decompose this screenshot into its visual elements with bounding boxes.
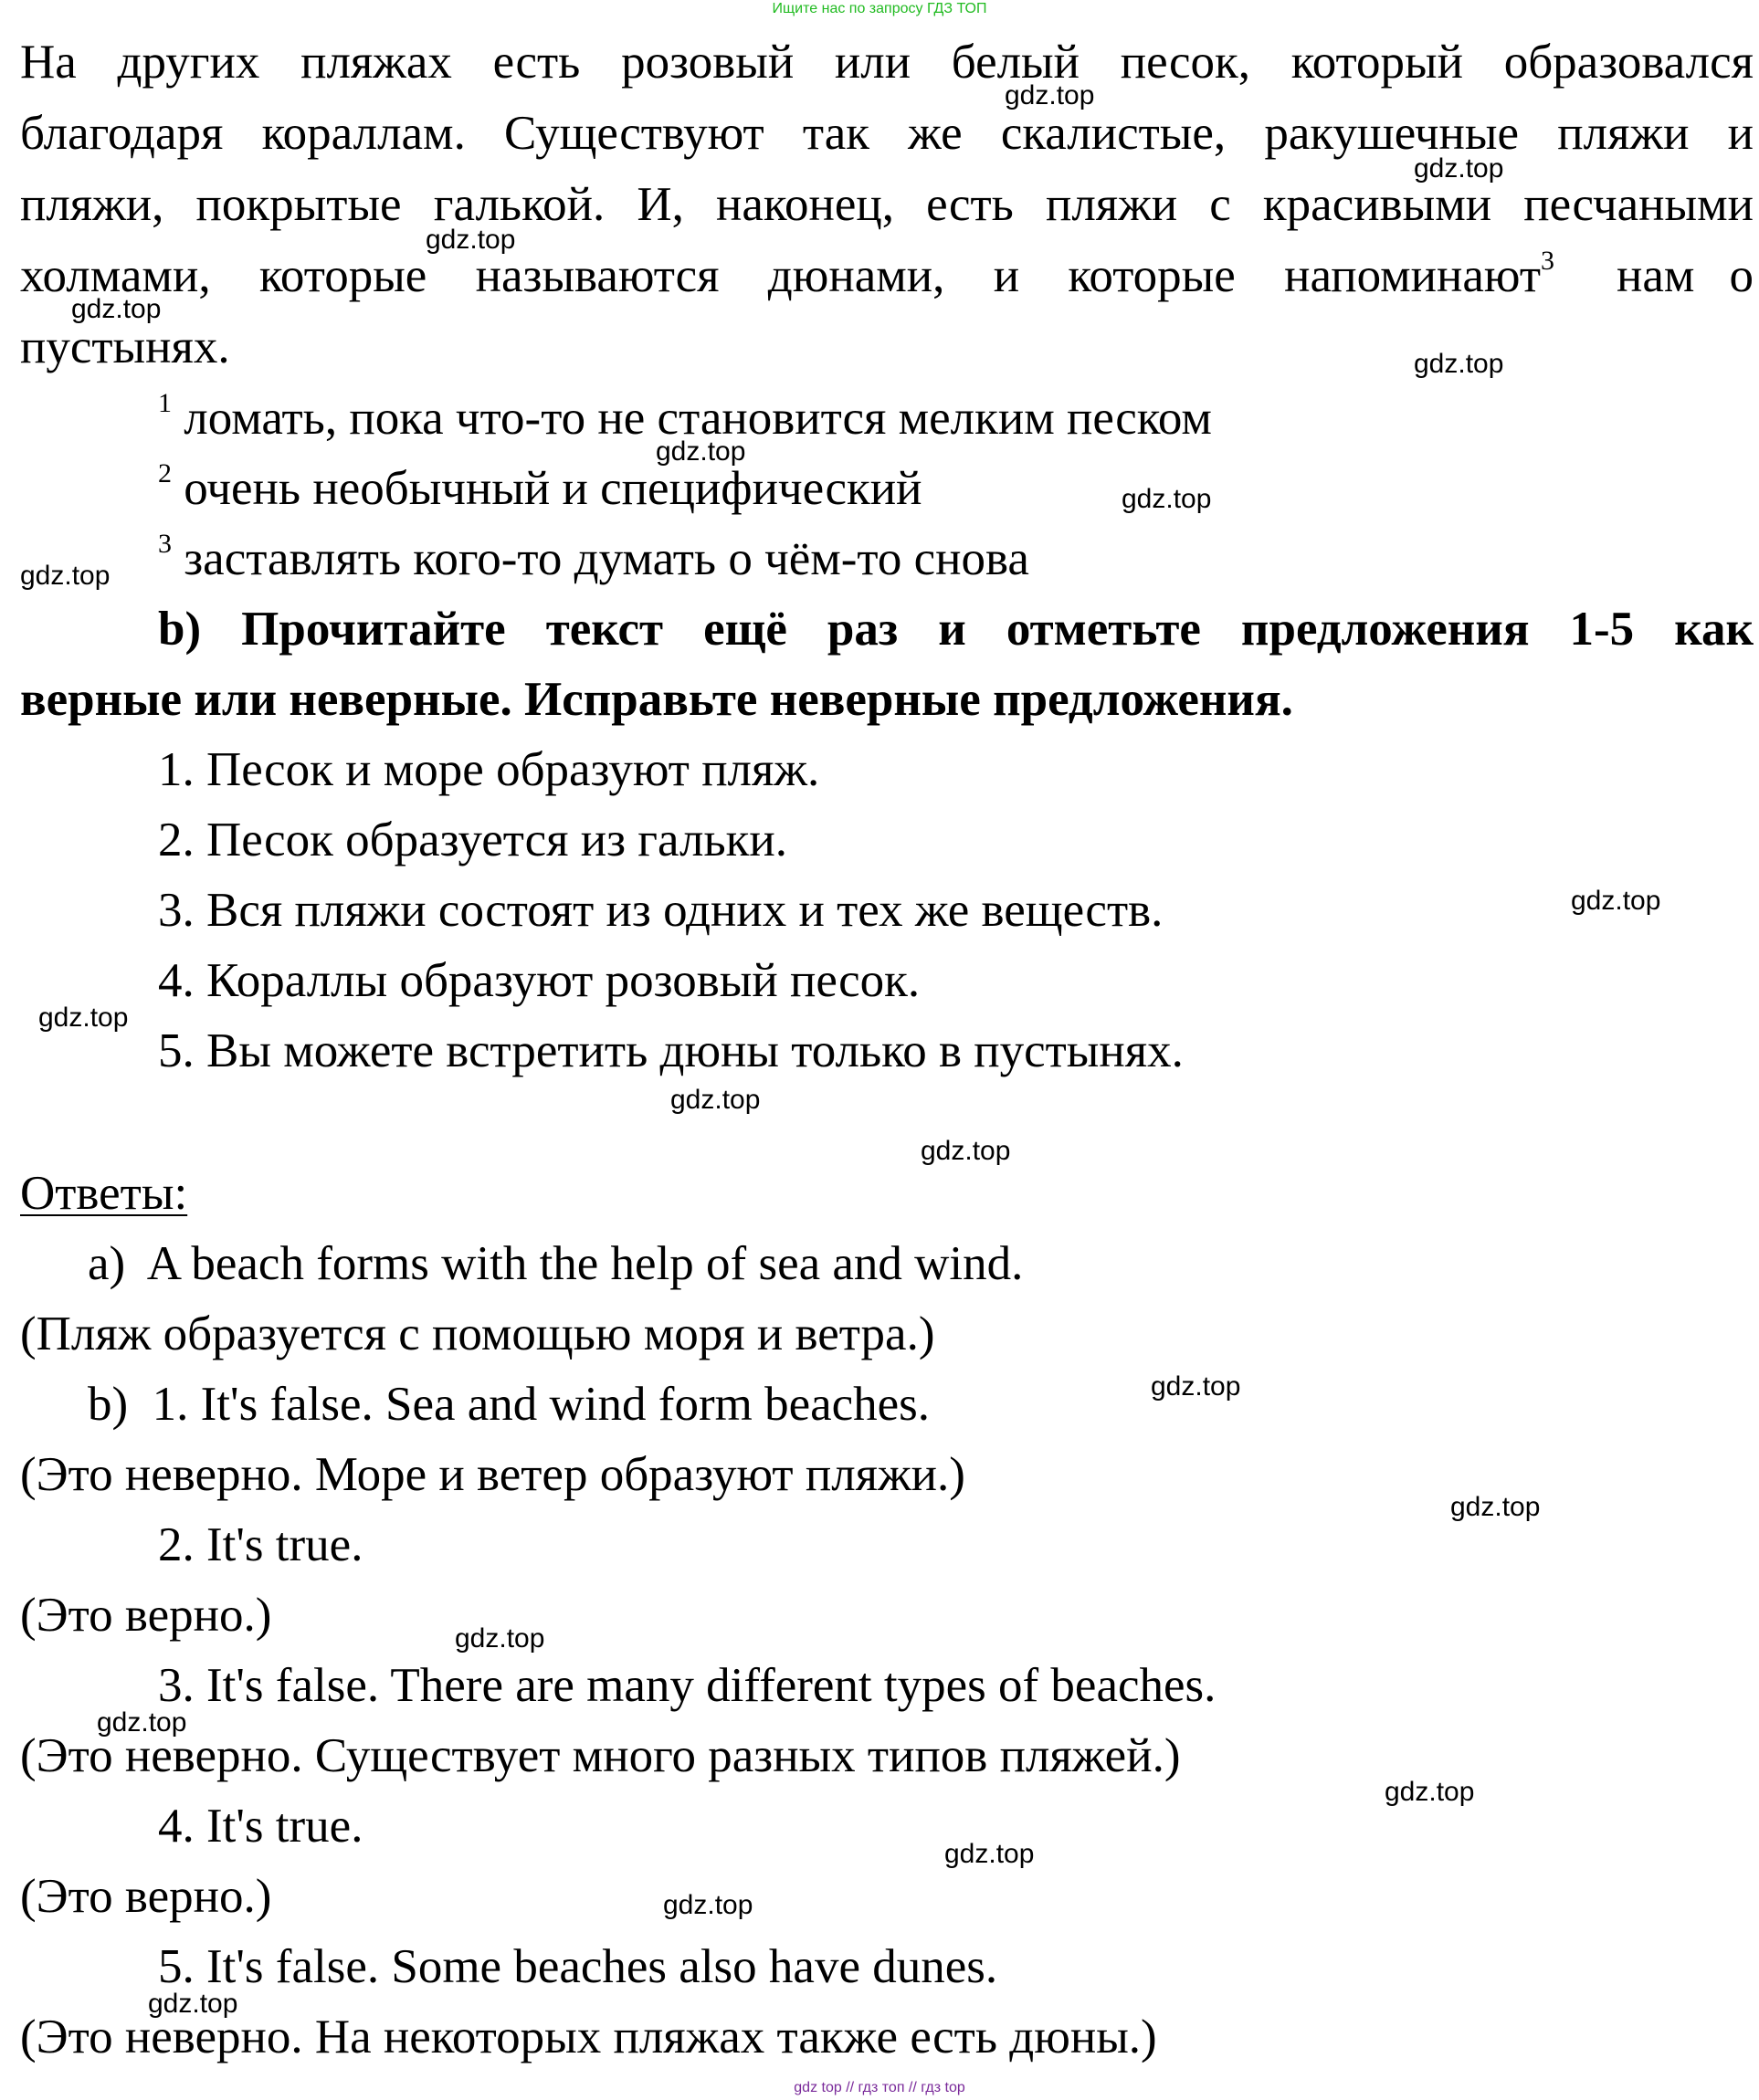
answer-label: a) xyxy=(88,1237,126,1290)
paragraph-line: пустынях. xyxy=(20,320,230,373)
footnote xyxy=(158,459,922,518)
paragraph-line: На других пляжах есть розовый или белый песок, который образовался xyxy=(20,36,1754,89)
statement-item: 5. Вы можете встретить дюны только в пустынях. xyxy=(158,1024,1184,1077)
footnote xyxy=(158,530,1029,588)
answer-translation: (Это неверно. Море и ветер образуют пляжи.) xyxy=(20,1448,965,1501)
statement-item: 4. Кораллы образуют розовый песок. xyxy=(158,954,921,1007)
footer-links[interactable]: gdz top // гдз топ // гдз top xyxy=(794,2080,965,2095)
paragraph-line: пляжи, покрытые галькой. И, наконец, есть пляжи с красивыми песчаными xyxy=(20,178,1754,231)
footnote-text: очень необычный и специфический xyxy=(184,462,922,515)
statement-item: 3. Вся пляжи состоят из одних и тех же веществ. xyxy=(158,884,1164,937)
answer-translation: (Это неверно. Существует много разных типов пляжей.) xyxy=(20,1729,1181,1782)
answer-b-item: 4. It's true. xyxy=(158,1800,363,1853)
statement-item: 1. Песок и море образуют пляж. xyxy=(158,743,820,796)
watermark: gdz.top xyxy=(1122,484,1212,514)
watermark: gdz.top xyxy=(1151,1371,1241,1402)
paragraph-fragment: холмами, которые называются дюнами, и которые напоминают xyxy=(20,249,1541,302)
footnote-text: заставлять кого-то думать о чём-то снова xyxy=(184,532,1029,585)
watermark: gdz.top xyxy=(1005,80,1095,110)
watermark: gdz.top xyxy=(656,436,746,467)
watermark: gdz.top xyxy=(426,225,516,255)
answer-translation: (Это верно.) xyxy=(20,1870,272,1923)
footnote-number: 2 xyxy=(158,458,172,488)
paragraph-line: благодаря кораллам. Существуют так же скалистые, ракушечные пляжи и xyxy=(20,107,1754,160)
answer-text: A beach forms with the help of sea and wind. xyxy=(146,1237,1024,1290)
answer-b-item: 3. It's false. There are many different types of beaches. xyxy=(158,1659,1217,1712)
footnote-ref: 3 xyxy=(1541,246,1554,276)
search-banner: Ищите нас по запросу ГДЗ ТОП xyxy=(772,1,987,16)
task-b-heading: b) Прочитайте текст ещё раз и отметьте предложения 1-5 как xyxy=(158,603,1754,656)
statement-item: 2. Песок образуется из гальки. xyxy=(158,814,787,866)
footnote-number: 1 xyxy=(158,388,172,418)
watermark: gdz.top xyxy=(20,561,111,591)
answer-translation: (Пляж образуется с помощью моря и ветра.) xyxy=(20,1307,935,1360)
answer-b-item: 5. It's false. Some beaches also have dunes. xyxy=(158,1940,998,1993)
watermark: gdz.top xyxy=(670,1085,761,1115)
answer-a xyxy=(88,1234,1023,1293)
watermark: gdz.top xyxy=(944,1839,1035,1869)
task-b-heading: верные или неверные. Исправьте неверные предложения. xyxy=(20,673,1293,726)
watermark: gdz.top xyxy=(1385,1777,1475,1807)
answer-text: 1. It's false. Sea and wind form beaches. xyxy=(152,1378,931,1431)
answer-translation: (Это неверно. На некоторых пляжах также есть дюны.) xyxy=(20,2011,1157,2063)
paragraph-fragment: нам о xyxy=(1617,249,1754,302)
footnote-text: ломать, пока что-то не становится мелким песком xyxy=(184,392,1212,445)
answer-b-item xyxy=(88,1375,930,1433)
answers-heading: Ответы: xyxy=(20,1167,188,1220)
watermark: gdz.top xyxy=(1450,1492,1541,1522)
watermark: gdz.top xyxy=(1414,349,1504,379)
answer-translation: (Это верно.) xyxy=(20,1589,272,1642)
watermark: gdz.top xyxy=(148,1989,238,2019)
watermark: gdz.top xyxy=(1571,886,1661,916)
watermark: gdz.top xyxy=(38,1003,129,1033)
watermark: gdz.top xyxy=(97,1707,187,1738)
watermark: gdz.top xyxy=(71,294,162,324)
answer-label: b) xyxy=(88,1378,129,1431)
watermark: gdz.top xyxy=(455,1623,545,1654)
watermark: gdz.top xyxy=(921,1136,1011,1166)
answer-b-item: 2. It's true. xyxy=(158,1518,363,1571)
watermark: gdz.top xyxy=(1414,153,1504,184)
watermark: gdz.top xyxy=(663,1890,753,1920)
footnote-number: 3 xyxy=(158,529,172,559)
